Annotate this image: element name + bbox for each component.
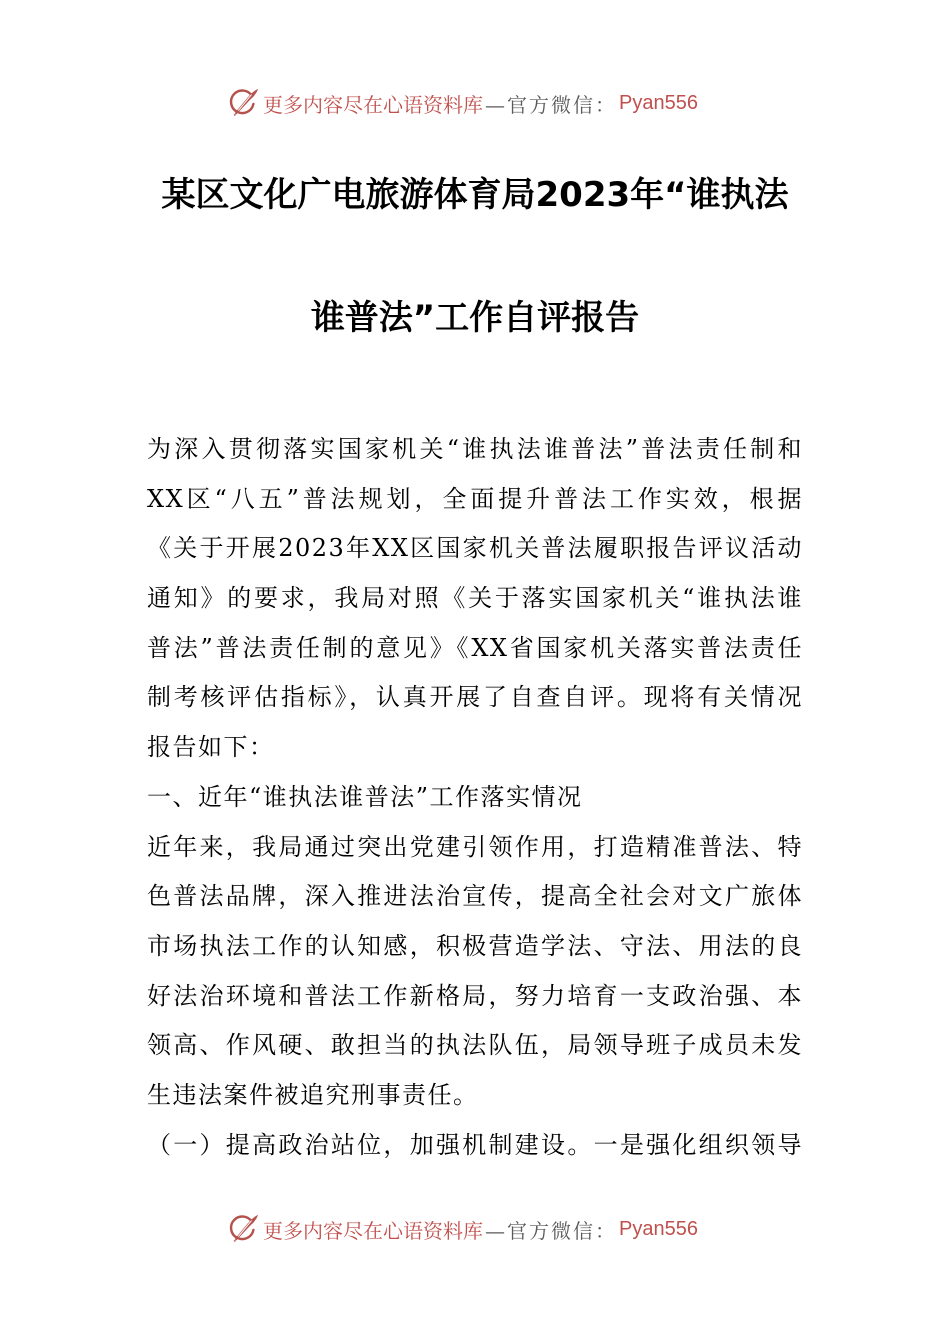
footer-watermark: [228, 1213, 698, 1245]
body-line: 市场执法工作的认知感，积极营造学法、守法、用法的良: [147, 931, 803, 960]
watermark-wechat-id: Pyan556: [619, 91, 698, 114]
section-heading-1: [147, 773, 803, 823]
body-line: 生违法案件被追究刑事责任。: [147, 1080, 479, 1109]
quill-logo-icon: [228, 87, 260, 119]
watermark-wechat-label: —官方微信：: [485, 1218, 617, 1243]
body-line: 好法治环境和普法工作新格局，努力培育一支政治强、本: [147, 981, 803, 1010]
body-line: 色普法品牌，深入推进法治宣传，提高全社会对文广旅体: [147, 882, 803, 911]
body-line: 《关于开展2023年XX区国家机关普法履职报告评议活动: [147, 534, 803, 563]
section-heading-text: 一、近年“谁执法谁普法”工作落实情况: [147, 782, 583, 811]
body-line: 报告如下：: [147, 733, 275, 762]
paragraph-subsection-1: [147, 1121, 803, 1171]
body-line: 通知》的要求，我局对照《关于落实国家机关“谁执法谁: [147, 584, 803, 613]
document-title-line-1: 某区文化广电旅游体育局2023年“谁执法: [161, 175, 789, 215]
watermark-wechat-id: Pyan556: [619, 1217, 698, 1240]
document-body: [147, 425, 803, 1170]
body-line: 普法”普法责任制的意见》《XX省国家机关落实普法责任: [147, 633, 803, 662]
body-line: 制考核评估指标》，认真开展了自查自评。现将有关情况: [147, 683, 803, 712]
watermark-site-name: 更多内容尽在心语资料库: [263, 1218, 483, 1243]
body-line: 为深入贯彻落实国家机关“谁执法谁普法”普法责任制和: [147, 435, 803, 463]
body-line: XX区“八五”普法规划，全面提升普法工作实效，根据: [147, 484, 803, 513]
paragraph-intro: [147, 425, 803, 773]
watermark-wechat-label: —官方微信：: [485, 92, 617, 117]
paragraph-overview: [147, 823, 803, 1121]
document-title-line-2: 谁普法”工作自评报告: [310, 298, 640, 338]
quill-logo-icon: [228, 1213, 260, 1245]
body-line: （一）提高政治站位，加强机制建设。一是强化组织领导: [147, 1130, 803, 1159]
watermark-site-name: 更多内容尽在心语资料库: [263, 92, 483, 117]
header-watermark: [228, 87, 698, 119]
body-line: 近年来，我局通过突出党建引领作用，打造精准普法、特: [147, 832, 803, 861]
body-line: 领高、作风硬、敢担当的执法队伍，局领导班子成员未发: [147, 1031, 803, 1060]
